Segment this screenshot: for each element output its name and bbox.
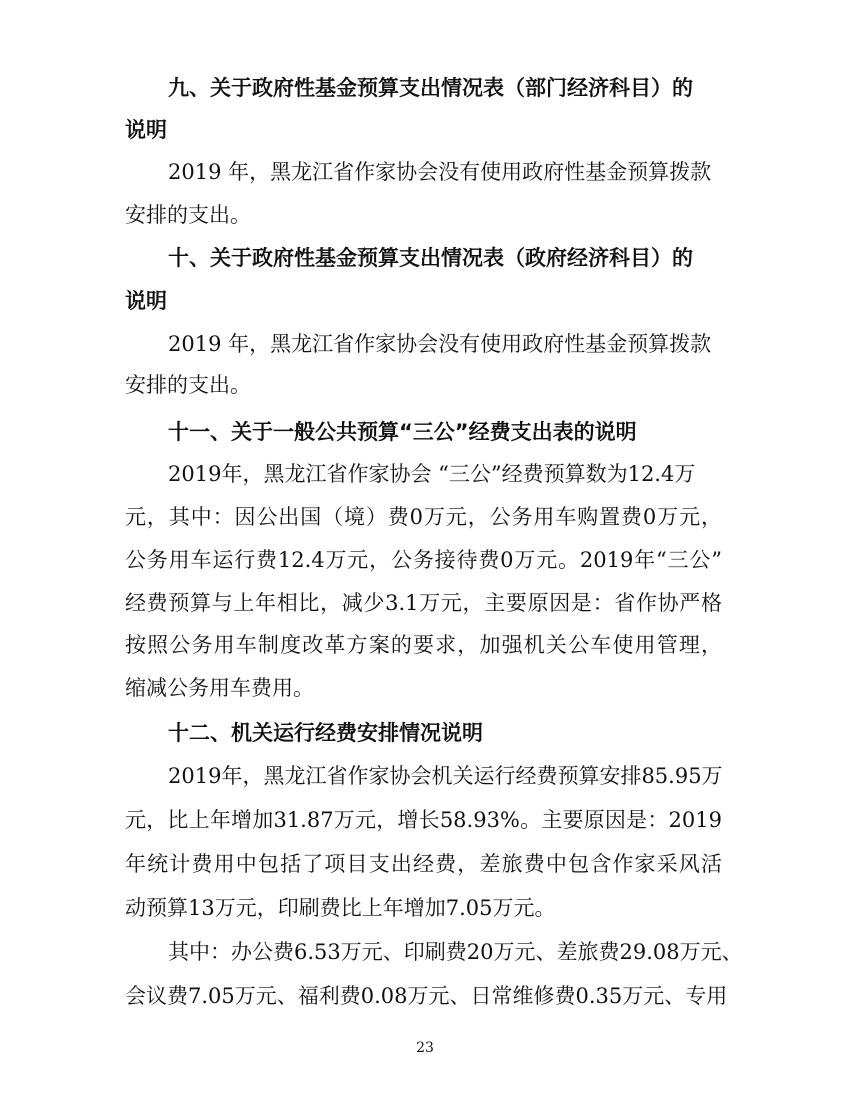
section-12-paragraph-2-line-1: 其中：办公费6.53万元、印刷费20万元、差旅费29.08万元、 [168, 940, 743, 964]
section-9-paragraph-line-1: 2019 年，黑龙江省作家协会没有使用政府性基金预算拨款 [168, 160, 712, 184]
section-11-paragraph-line-2: 元，其中：因公出国（境）费0万元，公务用车购置费0万元， [125, 505, 722, 529]
section-9-paragraph-line-2: 安排的支出。 [125, 203, 251, 227]
section-9-heading-line-2: 说明 [125, 118, 167, 142]
section-12-paragraph-2-line-2: 会议费7.05万元、福利费0.08万元、日常维修费0.35万元、专用 [125, 984, 728, 1008]
section-10-heading-line-1: 十、关于政府性基金预算支出情况表（政府经济科目）的 [168, 246, 693, 270]
page-number: 23 [416, 1040, 434, 1056]
section-11-paragraph-line-6: 缩减公务用车费用。 [125, 676, 314, 700]
section-12-paragraph-1-line-3: 年统计费用中包括了项目支出经费，差旅费中包含作家采风活 [125, 852, 722, 876]
section-11-paragraph-line-4: 经费预算与上年相比，减少3.1万元，主要原因是：省作协严格 [125, 591, 722, 615]
section-10-paragraph-line-1: 2019 年，黑龙江省作家协会没有使用政府性基金预算拨款 [168, 332, 712, 356]
section-10-paragraph-line-2: 安排的支出。 [125, 373, 251, 397]
section-12-heading: 十二、机关运行经费安排情况说明 [168, 721, 483, 745]
section-12-paragraph-1-line-1: 2019年，黑龙江省作家协会机关运行经费预算安排85.95万 [168, 764, 723, 788]
section-12-paragraph-1-line-4: 动预算13万元，印刷费比上年增加7.05万元。 [125, 896, 556, 920]
section-11-paragraph-line-3: 公务用车运行费12.4万元，公务接待费0万元。2019年“三公” [125, 548, 722, 572]
section-11-heading: 十一、关于一般公共预算“三公”经费支出表的说明 [168, 420, 637, 444]
section-11-paragraph-line-5: 按照公务用车制度改革方案的要求，加强机关公车使用管理， [125, 633, 722, 657]
section-9-heading-line-1: 九、关于政府性基金预算支出情况表（部门经济科目）的 [168, 76, 693, 100]
section-11-paragraph-line-1: 2019年，黑龙江省作家协会 “三公”经费预算数为12.4万 [168, 462, 696, 486]
section-10-heading-line-2: 说明 [125, 289, 167, 313]
section-12-paragraph-1-line-2: 元，比上年增加31.87万元，增长58.93%。主要原因是：2019 [125, 808, 722, 832]
